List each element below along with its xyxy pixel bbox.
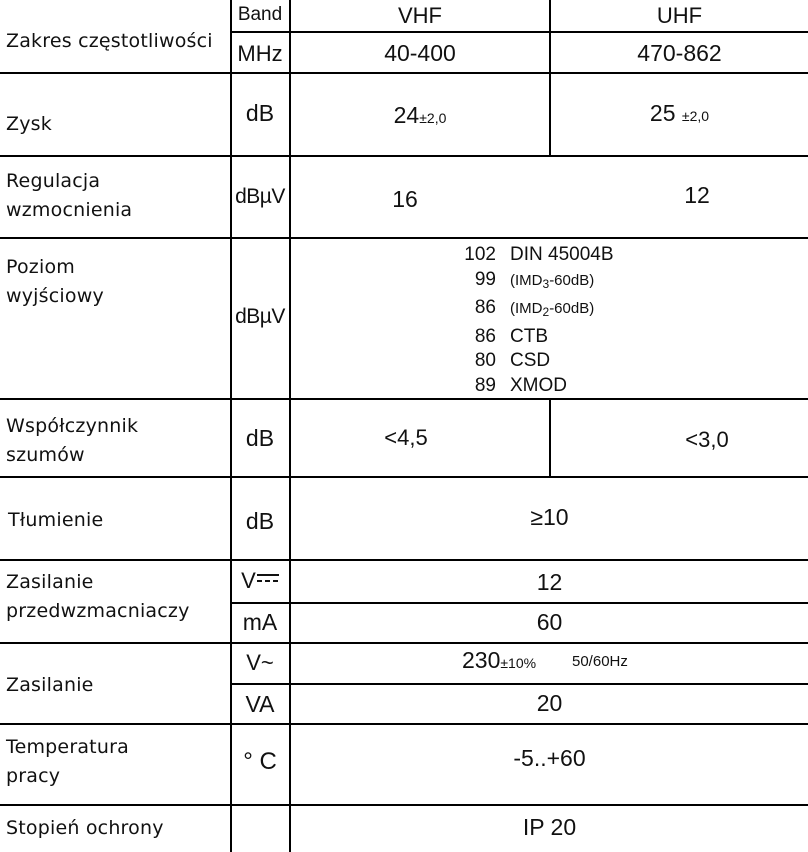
sub-line-band-mhz: [230, 31, 808, 33]
row-line-3: [0, 237, 808, 239]
mhz-unit: MHz: [237, 41, 283, 66]
mains-voltage: [462, 645, 536, 678]
vhf-header: VHF: [398, 3, 442, 28]
gain-control-label-line1: Regulacja: [6, 170, 101, 192]
dc-symbol-icon: [257, 574, 279, 584]
sub-line-voltage-current: [230, 602, 808, 604]
uhf-gain-tolerance: ±2,0: [681, 108, 710, 124]
temperature-label-line1: Temperatura: [6, 736, 129, 758]
power-label: Zasilanie: [6, 674, 94, 696]
vhf-gain-tolerance: ±2,0: [419, 110, 447, 126]
noise-unit: dB: [245, 425, 275, 451]
vhf-gain-value: 24: [393, 102, 420, 128]
output-level-unit: dBµV: [235, 305, 285, 328]
dc-voltage-unit-letter: V: [241, 568, 256, 593]
current-unit: mA: [242, 609, 278, 635]
gain-unit: dB: [245, 100, 275, 126]
output-level-label-line2: wyjściowy: [6, 285, 104, 307]
attenuation-value: ≥10: [530, 504, 569, 530]
noise-label-line2: szumów: [6, 444, 85, 466]
output-level-entry: 80 CSD: [474, 350, 551, 371]
protection-label: Stopień ochrony: [6, 817, 164, 839]
noise-label-line1: Współczynnik: [6, 415, 139, 437]
gain-control-label-line2: wzmocnienia: [6, 199, 133, 221]
row-line-7: [0, 642, 808, 644]
temperature-unit: ° C: [243, 748, 277, 775]
preamp-power-label-line1: Zasilanie: [6, 571, 94, 593]
temperature-label-line2: pracy: [6, 765, 61, 787]
protection-value: IP 20: [522, 814, 577, 840]
sub-line-voltage-va: [230, 683, 808, 685]
gain-label: Zysk: [6, 113, 52, 135]
row-line-8: [0, 723, 808, 725]
band-unit: Band: [237, 4, 283, 25]
row-line-9: [0, 804, 808, 806]
output-level-entry: 102 DIN 45004B: [464, 244, 614, 265]
preamp-power-label-line2: przedwzmacniaczy: [6, 600, 190, 622]
vhf-gain: [291, 100, 549, 133]
gain-control-unit: dBµV: [235, 185, 285, 208]
mains-voltage-value: 230: [462, 647, 501, 673]
preamp-current: 60: [536, 609, 563, 635]
dc-voltage-unit: [231, 566, 289, 596]
output-level-entry: 86 CTB: [474, 325, 548, 347]
output-level-label-line1: Poziom: [6, 256, 75, 278]
uhf-header: UHF: [656, 3, 703, 28]
vhf-noise: <4,5: [384, 425, 428, 450]
vhf-gain-control: 16: [392, 186, 418, 212]
preamp-voltage: 12: [536, 569, 563, 595]
ac-voltage-unit: V~: [246, 650, 274, 675]
output-level-entry: 86 $(IMD_2-60dB)$: [474, 297, 595, 319]
mains-voltage-tolerance: ±10%: [500, 655, 537, 671]
attenuation-unit: dB: [245, 508, 275, 534]
row-line-2: [0, 155, 808, 157]
freq-range-label: Zakres częstotliwości: [6, 30, 213, 52]
output-level-entry: 89 XMOD: [474, 374, 567, 396]
uhf-gain-value: 25: [649, 100, 676, 126]
output-level-entry: 99 $(IMD_3-60dB)$: [474, 268, 595, 291]
mains-power: 20: [536, 690, 563, 716]
row-line-5: [0, 476, 808, 478]
attenuation-label: Tłumienie: [8, 509, 104, 531]
row-line-6: [0, 559, 808, 561]
uhf-gain-control: 12: [684, 182, 710, 208]
uhf-range: 470-862: [637, 40, 722, 66]
temperature-value: -5..+60: [513, 745, 586, 771]
uhf-noise: <3,0: [685, 427, 729, 452]
output-level-list: [462, 243, 614, 398]
mains-frequency: 50/60Hz: [572, 653, 628, 670]
va-unit: VA: [245, 691, 275, 717]
uhf-gain: [551, 98, 808, 131]
row-line-4: [0, 398, 808, 400]
vhf-range: 40-400: [384, 40, 456, 66]
row-line-1: [0, 72, 808, 74]
